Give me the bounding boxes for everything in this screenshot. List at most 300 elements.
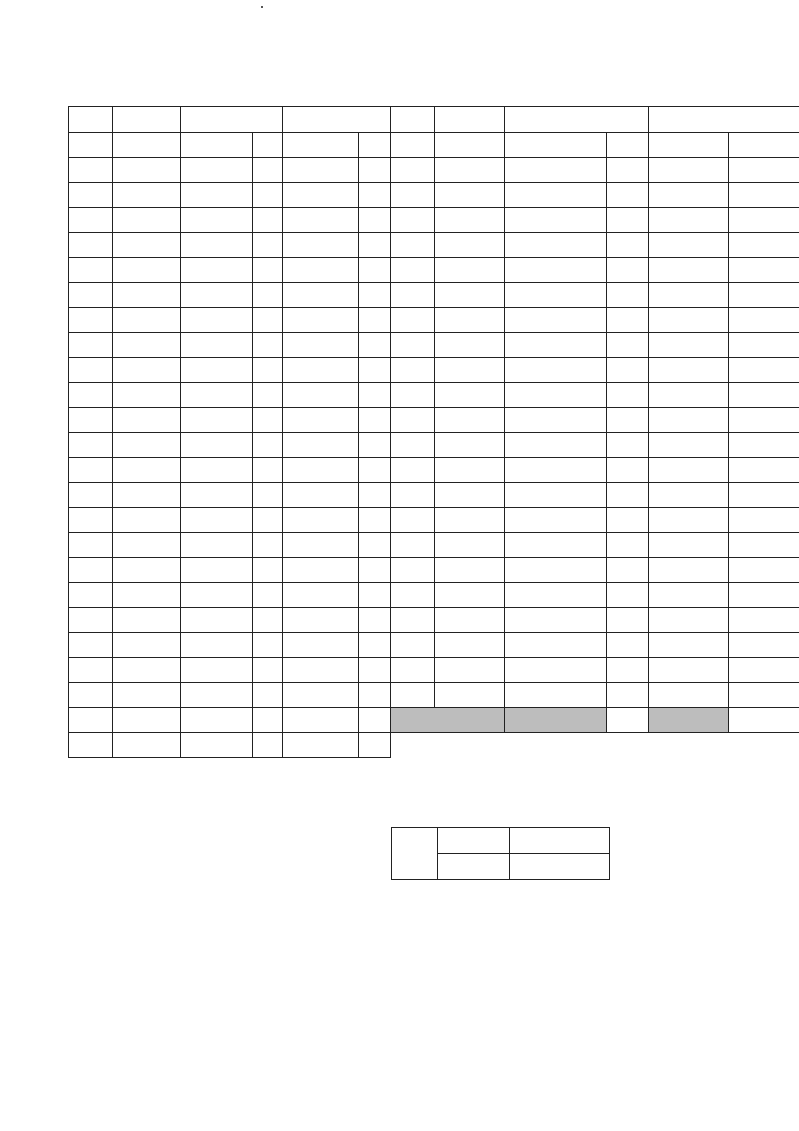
cell-evacuees	[505, 508, 607, 533]
cell-evacuees-change	[607, 683, 649, 708]
cell-code	[391, 533, 435, 558]
cell-households-change	[729, 583, 799, 608]
cell-code	[69, 483, 113, 508]
cell-evacuees-change	[253, 308, 283, 333]
cell-prefecture	[113, 208, 181, 233]
table-row	[69, 733, 391, 758]
cell-households	[283, 283, 359, 308]
cell-households	[283, 308, 359, 333]
table-row	[391, 483, 799, 508]
table-header	[391, 107, 799, 133]
cell-households	[649, 558, 729, 583]
cell-households-change	[729, 383, 799, 408]
cell-evacuees-change	[253, 333, 283, 358]
cell-code	[69, 733, 113, 758]
cell-code	[391, 183, 435, 208]
cell-code	[391, 583, 435, 608]
table-row	[391, 333, 799, 358]
cell-households	[283, 133, 359, 158]
cell-households	[283, 633, 359, 658]
cell-evacuees	[181, 683, 253, 708]
cell-prefecture	[435, 183, 505, 208]
cell-prefecture	[113, 458, 181, 483]
cell-households-change	[729, 308, 799, 333]
cell-evacuees	[181, 583, 253, 608]
cell-code	[69, 258, 113, 283]
cell-prefecture	[435, 633, 505, 658]
table-row	[391, 308, 799, 333]
cell-households-change	[729, 333, 799, 358]
cell-evacuees-change	[607, 633, 649, 658]
cell-evacuees-change	[607, 483, 649, 508]
cell-code	[391, 683, 435, 708]
cell-households	[283, 233, 359, 258]
cell-households-change	[729, 608, 799, 633]
cell-households-change	[359, 233, 391, 258]
cell-households-change	[729, 458, 799, 483]
cell-evacuees	[505, 183, 607, 208]
cell-evacuees	[181, 483, 253, 508]
cell-evacuees-change	[253, 158, 283, 183]
cell-households	[649, 533, 729, 558]
cell-code	[391, 358, 435, 383]
cell-code	[69, 583, 113, 608]
cell-households	[649, 233, 729, 258]
cell-prefecture	[435, 508, 505, 533]
cell-evacuees-change	[253, 608, 283, 633]
header-households	[283, 107, 391, 133]
table-row	[391, 233, 799, 258]
cell-evacuees-change	[253, 708, 283, 733]
cell-households-change	[729, 483, 799, 508]
table-row	[69, 508, 391, 533]
cell-prefecture	[435, 408, 505, 433]
cell-evacuees-change	[253, 183, 283, 208]
cell-households	[283, 408, 359, 433]
cell-prefecture	[113, 583, 181, 608]
cell-evacuees	[505, 233, 607, 258]
cell-evacuees	[181, 183, 253, 208]
cell-prefecture	[435, 483, 505, 508]
table-row	[69, 383, 391, 408]
cell-households-change	[359, 308, 391, 333]
cell-evacuees-change	[607, 358, 649, 383]
cell-households	[283, 258, 359, 283]
table-row	[391, 633, 799, 658]
cell-households-change	[729, 533, 799, 558]
cell-evacuees-change	[607, 333, 649, 358]
cell-prefecture	[113, 258, 181, 283]
table-row	[69, 333, 391, 358]
cell-prefecture	[113, 358, 181, 383]
cell-evacuees	[505, 283, 607, 308]
cell-households-change	[729, 258, 799, 283]
cell-evacuees	[505, 533, 607, 558]
cell-evacuees-change	[607, 283, 649, 308]
cell-code	[69, 708, 113, 733]
cell-evacuees	[505, 258, 607, 283]
cell-code	[391, 558, 435, 583]
cell-prefecture	[113, 333, 181, 358]
cell-code	[69, 183, 113, 208]
cell-evacuees	[181, 633, 253, 658]
cell-households-change	[359, 283, 391, 308]
cell-code	[69, 683, 113, 708]
table-row	[69, 608, 391, 633]
cell-evacuees-change	[253, 433, 283, 458]
table-row	[391, 533, 799, 558]
cell-code	[391, 158, 435, 183]
table-row	[69, 483, 391, 508]
scan-speck	[261, 6, 263, 8]
cell-evacuees	[181, 458, 253, 483]
cell-prefecture	[113, 233, 181, 258]
table-row	[391, 133, 799, 158]
cell-evacuees-change	[253, 408, 283, 433]
cell-evacuees-change	[607, 533, 649, 558]
cell-code	[391, 458, 435, 483]
cell-code	[69, 508, 113, 533]
cell-evacuees	[505, 558, 607, 583]
cell-households	[649, 383, 729, 408]
cell-evacuees	[505, 408, 607, 433]
cell-evacuees-change	[253, 683, 283, 708]
table-row	[391, 583, 799, 608]
cell-households-change	[359, 208, 391, 233]
cell-code	[69, 158, 113, 183]
cell-households	[649, 433, 729, 458]
cell-evacuees-change	[253, 558, 283, 583]
cell-households	[283, 458, 359, 483]
table-row	[391, 283, 799, 308]
cell-prefecture	[435, 458, 505, 483]
cell-prefecture	[435, 683, 505, 708]
cell-households-change	[359, 333, 391, 358]
table-row	[69, 158, 391, 183]
cell-households	[649, 608, 729, 633]
cell-code	[69, 608, 113, 633]
cell-households-change	[729, 133, 799, 158]
cell-evacuees-change	[253, 133, 283, 158]
table-row	[391, 258, 799, 283]
cell-evacuees-change	[607, 383, 649, 408]
cell-households-change	[359, 583, 391, 608]
cell-households	[283, 708, 359, 733]
cell-evacuees	[505, 458, 607, 483]
cell-code	[69, 208, 113, 233]
cell-evacuees	[181, 158, 253, 183]
cell-prefecture	[113, 308, 181, 333]
cell-code	[69, 283, 113, 308]
table-row	[69, 258, 391, 283]
table-header	[69, 107, 391, 133]
cell-households-change	[359, 383, 391, 408]
table-row	[391, 458, 799, 483]
cell-prefecture	[113, 533, 181, 558]
cell-prefecture	[113, 633, 181, 658]
table-row	[69, 533, 391, 558]
cell-households-change	[359, 158, 391, 183]
cell-code	[69, 458, 113, 483]
cell-households-change	[359, 708, 391, 733]
cell-code	[69, 333, 113, 358]
cell-code	[391, 233, 435, 258]
cell-evacuees	[505, 158, 607, 183]
cell-evacuees	[181, 708, 253, 733]
cell-code	[69, 308, 113, 333]
cell-evacuees	[181, 508, 253, 533]
cell-code	[391, 408, 435, 433]
summary-evac-label	[438, 828, 510, 854]
cell-evacuees-change	[607, 183, 649, 208]
cell-prefecture	[435, 558, 505, 583]
cell-evacuees	[181, 658, 253, 683]
cell-households-change	[729, 408, 799, 433]
cell-code	[391, 483, 435, 508]
cell-households	[283, 683, 359, 708]
page-title	[140, 82, 740, 102]
cell-households-change	[359, 408, 391, 433]
cell-prefecture	[113, 733, 181, 758]
cell-code	[69, 133, 113, 158]
cell-households-change	[359, 533, 391, 558]
cell-evacuees-change	[607, 458, 649, 483]
cell-households-change	[729, 233, 799, 258]
cell-code	[69, 533, 113, 558]
cell-code	[69, 658, 113, 683]
table-row	[391, 608, 799, 633]
cell-households-change	[359, 458, 391, 483]
subtotal-row	[391, 708, 799, 733]
cell-evacuees	[505, 483, 607, 508]
cell-households	[283, 358, 359, 383]
table-right	[390, 106, 799, 733]
cell-evacuees-change	[253, 283, 283, 308]
table-row	[69, 283, 391, 308]
cell-prefecture	[113, 408, 181, 433]
cell-prefecture	[113, 508, 181, 533]
cell-evacuees-change	[607, 208, 649, 233]
cell-code	[391, 208, 435, 233]
cell-households-change	[729, 358, 799, 383]
cell-households-change	[359, 183, 391, 208]
table-row	[69, 358, 391, 383]
cell-prefecture	[435, 333, 505, 358]
cell-households-change	[729, 183, 799, 208]
cell-evacuees	[505, 358, 607, 383]
table-row	[69, 658, 391, 683]
cell-households	[649, 258, 729, 283]
cell-code	[391, 633, 435, 658]
table-row	[69, 458, 391, 483]
header-evacuees	[181, 107, 283, 133]
cell-households	[649, 583, 729, 608]
cell-households	[649, 508, 729, 533]
table-row	[391, 558, 799, 583]
cell-households-change	[359, 508, 391, 533]
cell-households-change	[729, 683, 799, 708]
cell-households-change	[359, 258, 391, 283]
cell-evacuees	[181, 308, 253, 333]
cell-prefecture	[435, 283, 505, 308]
table-row	[391, 658, 799, 683]
cell-households	[283, 383, 359, 408]
cell-evacuees	[181, 283, 253, 308]
cell-code	[391, 658, 435, 683]
cell-evacuees-change	[607, 158, 649, 183]
table-row	[391, 683, 799, 708]
cell-code	[69, 633, 113, 658]
cell-code	[69, 558, 113, 583]
cell-evacuees-change	[253, 583, 283, 608]
cell-evacuees	[181, 433, 253, 458]
cell-evacuees	[505, 658, 607, 683]
cell-households	[283, 433, 359, 458]
cell-evacuees-change	[607, 133, 649, 158]
table-row	[69, 708, 391, 733]
cell-evacuees	[181, 558, 253, 583]
subtotal-evacuees-change	[607, 708, 649, 733]
cell-households-change	[359, 733, 391, 758]
cell-code	[69, 433, 113, 458]
cell-households	[649, 458, 729, 483]
cell-prefecture	[113, 683, 181, 708]
cell-code	[391, 508, 435, 533]
table-row	[391, 383, 799, 408]
table-row	[69, 408, 391, 433]
cell-households-change	[729, 558, 799, 583]
cell-evacuees	[505, 308, 607, 333]
cell-code	[69, 383, 113, 408]
cell-evacuees	[181, 608, 253, 633]
table-row	[391, 208, 799, 233]
cell-evacuees-change	[253, 533, 283, 558]
cell-prefecture	[435, 158, 505, 183]
cell-households	[283, 583, 359, 608]
cell-evacuees-change	[607, 308, 649, 333]
cell-households-change	[729, 508, 799, 533]
cell-households	[283, 183, 359, 208]
cell-evacuees-change	[253, 358, 283, 383]
cell-households	[649, 683, 729, 708]
cell-prefecture	[435, 133, 505, 158]
cell-evacuees-change	[253, 383, 283, 408]
cell-code	[391, 258, 435, 283]
cell-evacuees	[181, 733, 253, 758]
cell-evacuees-change	[253, 658, 283, 683]
cell-evacuees	[505, 208, 607, 233]
cell-evacuees-change	[607, 433, 649, 458]
cell-evacuees	[181, 358, 253, 383]
cell-code	[391, 383, 435, 408]
cell-code	[391, 283, 435, 308]
cell-households-change	[359, 133, 391, 158]
cell-code	[391, 133, 435, 158]
table-row	[69, 183, 391, 208]
cell-prefecture	[113, 608, 181, 633]
cell-evacuees	[505, 608, 607, 633]
cell-evacuees	[181, 533, 253, 558]
cell-households-change	[729, 283, 799, 308]
cell-evacuees-change	[607, 558, 649, 583]
summary-hh	[510, 854, 610, 880]
cell-households	[649, 158, 729, 183]
cell-evacuees	[181, 333, 253, 358]
table-row	[69, 633, 391, 658]
header-households	[649, 107, 799, 133]
cell-prefecture	[113, 483, 181, 508]
cell-prefecture	[113, 558, 181, 583]
cell-prefecture	[435, 258, 505, 283]
cell-code	[69, 358, 113, 383]
cell-code	[391, 333, 435, 358]
cell-households	[649, 283, 729, 308]
cell-households	[649, 633, 729, 658]
cell-evacuees-change	[607, 508, 649, 533]
cell-prefecture	[435, 433, 505, 458]
cell-households	[649, 208, 729, 233]
cell-evacuees	[505, 333, 607, 358]
cell-households	[283, 733, 359, 758]
header-prefecture	[435, 107, 505, 133]
cell-households	[283, 533, 359, 558]
cell-code	[69, 408, 113, 433]
table-row	[69, 233, 391, 258]
cell-evacuees	[505, 633, 607, 658]
cell-evacuees-change	[253, 483, 283, 508]
cell-evacuees	[181, 208, 253, 233]
subtotal-households	[649, 708, 729, 733]
cell-code	[391, 308, 435, 333]
cell-households-change	[359, 608, 391, 633]
cell-evacuees	[181, 383, 253, 408]
table-row	[69, 558, 391, 583]
cell-prefecture	[113, 383, 181, 408]
cell-code	[69, 233, 113, 258]
table-row	[391, 183, 799, 208]
summary-evac	[510, 828, 610, 854]
table-row	[391, 158, 799, 183]
table-left	[68, 106, 391, 758]
cell-evacuees-change	[607, 608, 649, 633]
cell-evacuees-change	[253, 508, 283, 533]
cell-prefecture	[435, 308, 505, 333]
cell-evacuees-change	[253, 233, 283, 258]
summary-table	[391, 827, 610, 880]
cell-evacuees-change	[607, 233, 649, 258]
summary-label	[392, 828, 438, 880]
cell-households	[283, 333, 359, 358]
cell-households-change	[729, 208, 799, 233]
cell-evacuees-change	[253, 733, 283, 758]
cell-prefecture	[113, 133, 181, 158]
header-code	[69, 107, 113, 133]
cell-households	[649, 133, 729, 158]
cell-households	[283, 558, 359, 583]
cell-evacuees	[505, 133, 607, 158]
cell-households-change	[729, 158, 799, 183]
cell-households	[283, 608, 359, 633]
table-row	[69, 433, 391, 458]
table-row	[391, 433, 799, 458]
table-row	[391, 408, 799, 433]
cell-evacuees-change	[253, 458, 283, 483]
header-code	[391, 107, 435, 133]
cell-households-change	[359, 558, 391, 583]
cell-evacuees	[505, 383, 607, 408]
cell-evacuees	[505, 683, 607, 708]
header-prefecture	[113, 107, 181, 133]
